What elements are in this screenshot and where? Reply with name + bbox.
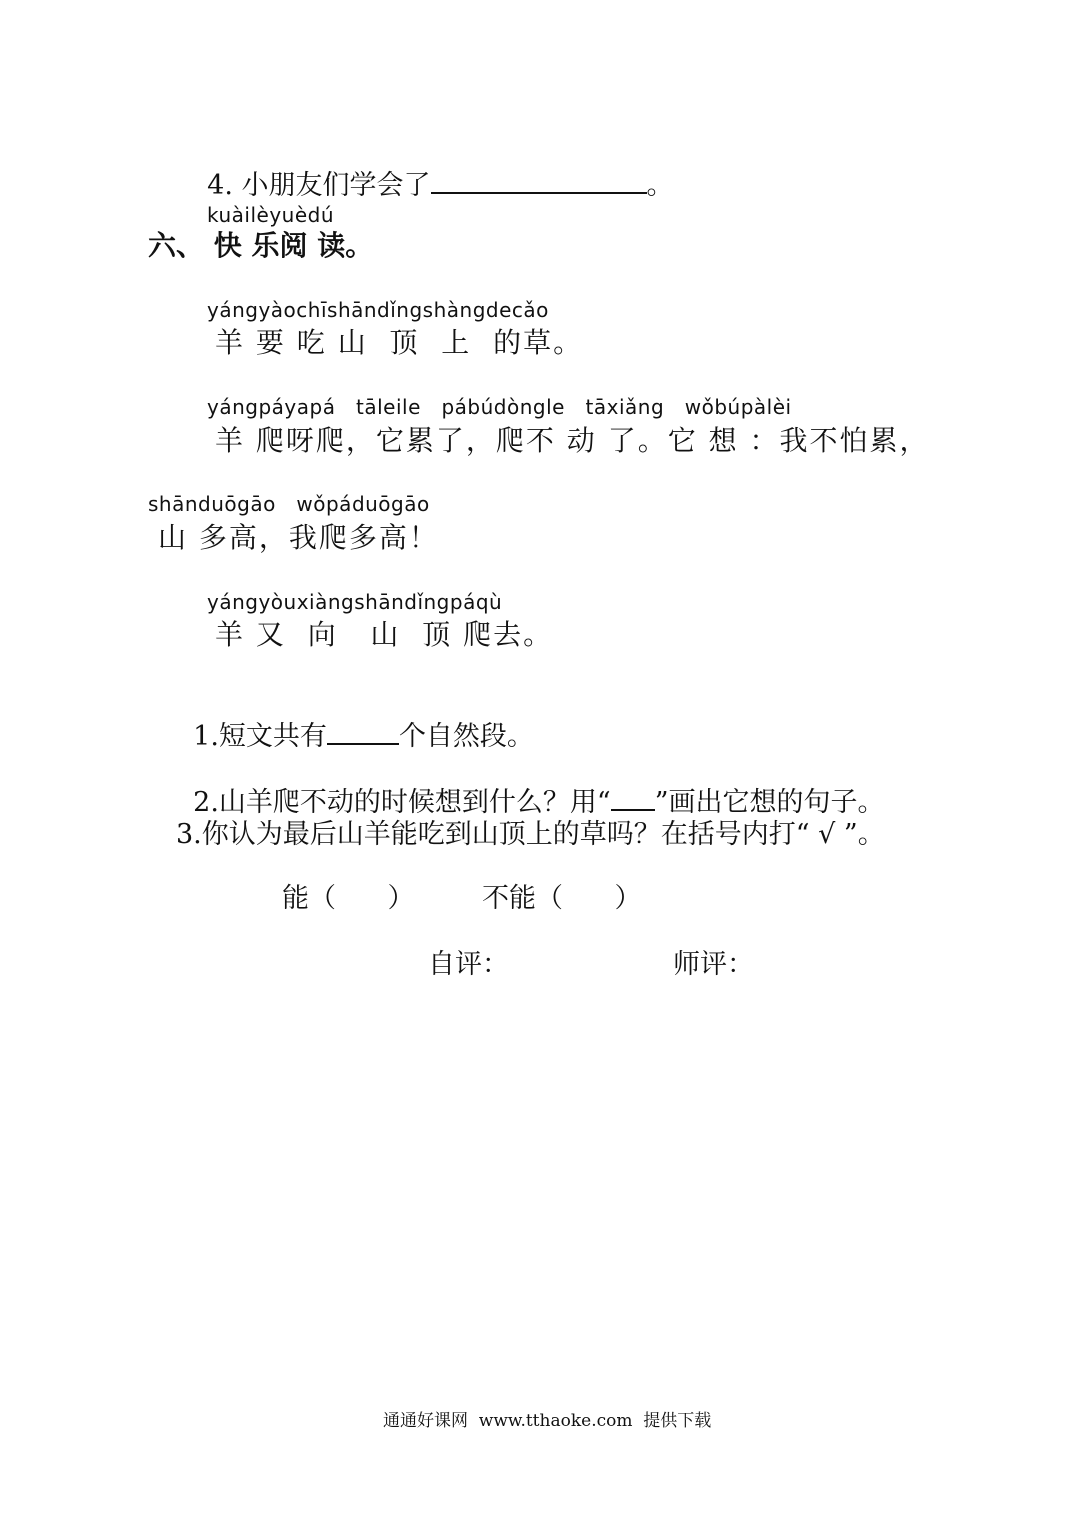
question-2-prefix: 2.山羊爬不动的时候想到什么？用“ (193, 787, 611, 818)
passage-line-3: 山 多高，我爬多高！ (158, 521, 439, 554)
section-title: 六、 快 乐阅 读。 (148, 229, 374, 262)
self-evaluation-label: 自评： (428, 949, 509, 980)
question-1-prefix: 1.短文共有 (193, 721, 327, 752)
passage-line-4: 羊 又 向 山 顶 爬去。 (215, 618, 554, 651)
answer-blank (431, 191, 647, 194)
passage-line-1-pinyin: yángyàochīshāndǐngshàngdecǎo (207, 298, 549, 322)
question-4-prefix: 4. 小朋友们学会了 (207, 170, 431, 201)
passage-line-2: 羊 爬呀爬，它累了，爬不 动 了。它 想 ：我不怕累， (215, 424, 930, 457)
question-3: 3.你认为最后山羊能吃到山顶上的草吗？在括号内打“ √ ”。 (176, 819, 885, 850)
passage-line-4-pinyin: yángyòuxiàngshāndǐngpáqù (207, 590, 503, 614)
section-pinyin: kuàilèyuèdú (207, 203, 335, 227)
footer-source: 通通好课网 www.tthaoke.com 提供下载 (383, 1411, 712, 1431)
passage-line-1: 羊 要 吃 山 顶 上 的草。 (215, 326, 584, 359)
teacher-evaluation-label: 师评： (673, 949, 754, 980)
passage-line-2-pinyin: yángpáyapá tāleile pábúdòngle tāxiǎng wǒbúpàlèi (207, 395, 792, 419)
question-4-suffix: 。 (646, 170, 674, 201)
question-1-suffix: 个自然段。 (398, 721, 534, 752)
underline-sample (611, 808, 655, 811)
option-yes: 能（ ） (282, 883, 415, 914)
passage-line-3-pinyin: shānduōgāo wǒpáduōgāo (148, 492, 430, 516)
question-1 (176, 686, 534, 754)
question-2-suffix: ”画出它想的句子。 (654, 787, 885, 818)
answer-blank (327, 742, 399, 745)
question-2 (176, 752, 885, 820)
option-no: 不能（ ） (482, 883, 642, 914)
question-4 (190, 135, 674, 203)
